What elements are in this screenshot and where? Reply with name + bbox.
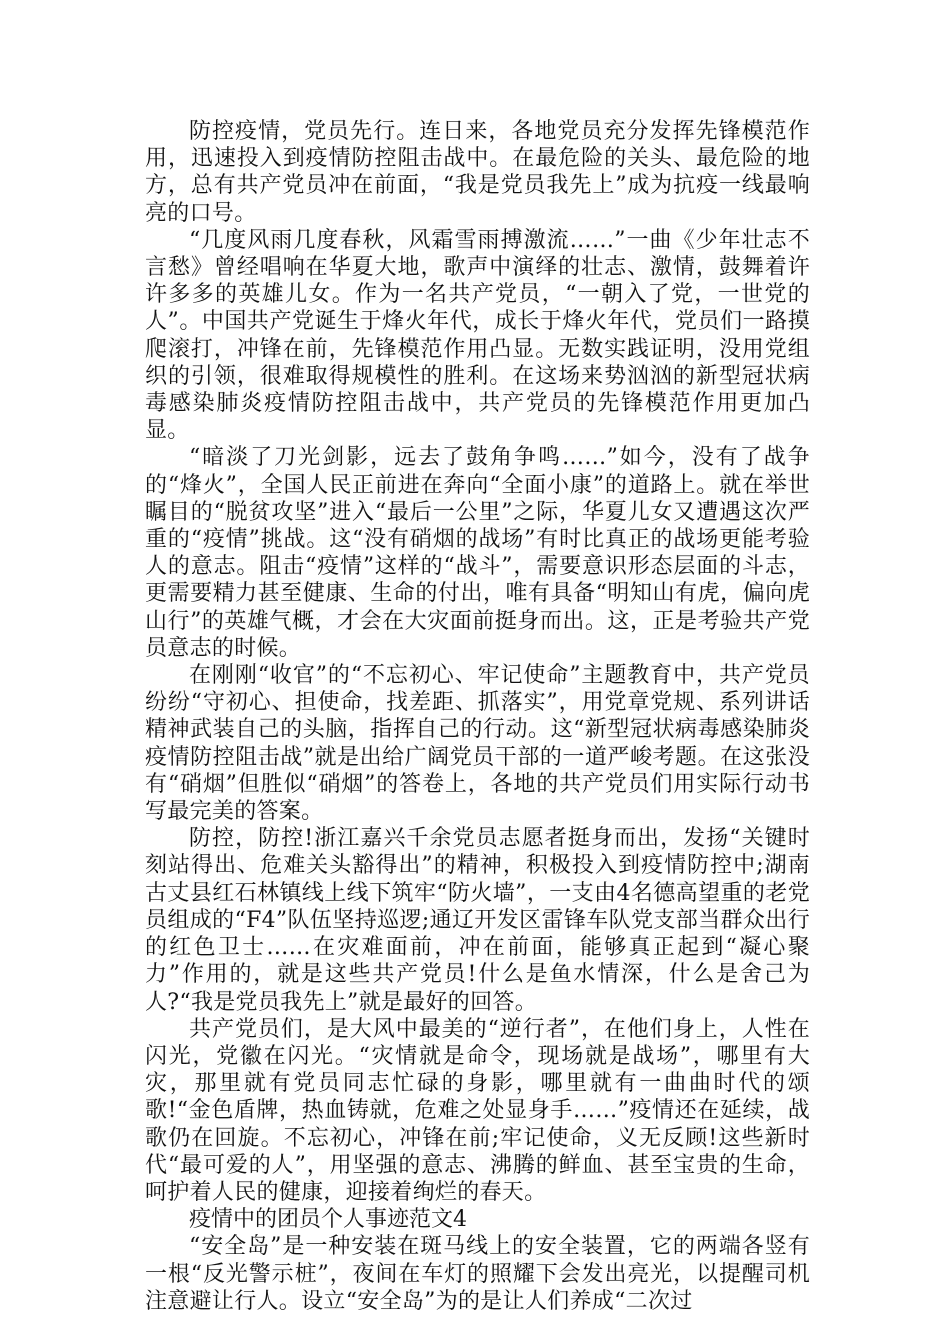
paragraph-3: “暗淡了刀光剑影，远去了鼓角争鸣……”如今，没有了战争的“烽火”，全国人民正前进在奔向“全面小康”的道路上。就在举世瞩目的“脱贫攻坚”进入“最后一公里”之际，华夏儿女又遭遇这次严重的“疫情”挑战。这“没有硝烟的战场”有时比真正的战场更能考验人的意志。阻击“疫情”这样的“战斗”，需要意识形态层面的斗志，更需要精力甚至健康、生命的付出，唯有具备“明知山有虎，偏向虎山行”的英雄气概，才会在大灾面前挺身而出。这，正是考验共产党员意志的时候。 xyxy=(145,445,810,661)
paragraph-7: “安全岛”是一种安装在斑马线上的安全装置，它的两端各竖有一根“反光警示桩”，夜间在车灯的照耀下会发出亮光，以提醒司机注意避让行人。设立“安全岛”为的是让人们养成“二次过 xyxy=(145,1234,810,1314)
paragraph-1: 防控疫情，党员先行。连日来，各地党员充分发挥先锋模范作用，迅速投入到疫情防控阻击战中。在最危险的关头、最危险的地方，总有共产党员冲在前面，“我是党员我先上”成为抗疫一线最响亮的口号。 xyxy=(145,119,810,226)
document-page xyxy=(145,118,810,1315)
paragraph-2: “几度风雨几度春秋，风霜雪雨搏激流……”一曲《少年壮志不言愁》曾经唱响在华夏大地，歌声中演绎的壮志、激情，鼓舞着许许多多的英雄儿女。作为一名共产党员，“一朝入了党，一世党的人”。中国共产党诞生于烽火年代，成长于烽火年代，党员们一路摸爬滚打，冲锋在前，先锋模范作用凸显。无数实践证明，没用党组织的引领，很难取得规模性的胜利。在这场来势汹汹的新型冠状病毒感染肺炎疫情防控阻击战中，共产党员的先锋模范作用更加凸显。 xyxy=(145,227,810,444)
paragraph-6: 共产党员们，是大风中最美的“逆行者”，在他们身上，人性在闪光，党徽在闪光。“灾情就是命令，现场就是战场”，哪里有大灾，那里就有党员同志忙碌的身影，哪里就有一曲曲时代的颂歌!“金色盾牌，热血铸就，危难之处显身手……”疫情还在延续，战歌仍在回旋。不忘初心，冲锋在前;牢记使命，义无反顾!这些新时代“最可爱的人”，用坚强的意志、沸腾的鲜血、甚至宝贵的生命，呵护着人民的健康，迎接着绚烂的春天。 xyxy=(145,1016,810,1205)
section-heading: 疫情中的团员个人事迹范文4 xyxy=(189,1207,467,1233)
paragraph-5: 防控，防控!浙江嘉兴千余党员志愿者挺身而出，发扬“关键时刻站得出、危难关头豁得出”的精神，积极投入到疫情防控中;湖南古丈县红石林镇线上线下筑牢“防火墙”，一支由4名德高望重的老党员组成的“F4”队伍坚持巡逻;通辽开发区雷锋车队党支部当群众出行的红色卫士……在灾难面前，冲在前面，能够真正起到“凝心聚力”作用的，就是这些共产党员!什么是鱼水情深，什么是舍己为人?“我是党员我先上”就是最好的回答。 xyxy=(145,826,810,1015)
paragraph-4: 在刚刚“收官”的“不忘初心、牢记使命”主题教育中，共产党员纷纷“守初心、担使命，找差距、抓落实”，用党章党规、系列讲话精神武装自己的头脑，指挥自己的行动。这“新型冠状病毒感染肺炎疫情防控阻击战”就是出给广阔党员干部的一道严峻考题。在这张没有“硝烟”但胜似“硝烟”的答卷上，各地的共产党员们用实际行动书写最完美的答案。 xyxy=(145,663,810,825)
